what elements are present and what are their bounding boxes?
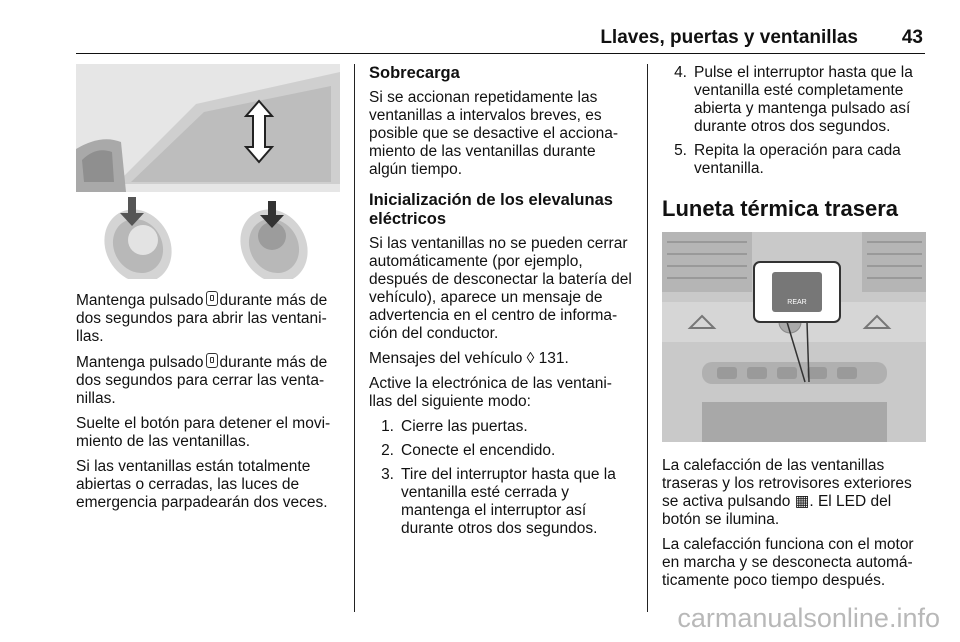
window-switch-illustration [76, 64, 340, 279]
list-item: 5. Repita la operación para cada ventanilla. [674, 142, 901, 177]
paragraph: Si las ventanillas están totalmente abiertas o cerradas, las luces de emergencia parpadearán dos veces. [76, 458, 328, 511]
window-open-icon [206, 291, 218, 306]
dashboard-illustration [662, 232, 926, 442]
list-item: 1. Cierre las puertas. [381, 418, 528, 435]
section-title: Luneta térmica trasera [662, 196, 898, 221]
paragraph: Si las ventanillas no se pueden cerrar automáticamente (por ejemplo, después de desconectar la batería del vehículo), aparece un mensaje de advertencia en el centro de informa-ción del conductor. [369, 235, 632, 342]
page-header [0, 0, 960, 54]
paragraph: Si se accionan repetidamente las ventanillas a intervalos breves, es posible que se desactive el acciona-miento de las ventanillas durante algún tiempo. [369, 89, 619, 178]
section-heading: Inicialización de los elevalunas eléctricos [369, 191, 613, 228]
list-item: 3. Tire del interruptor hasta que la ventanilla esté cerrada y mantenga el interruptor así durante otros dos segundos. [381, 466, 616, 537]
paragraph: Mantenga pulsado durante más de dos segundos para cerrar las venta-nillas. [76, 354, 328, 407]
header-rule [76, 53, 925, 54]
page-title: Llaves, puertas y ventanillas [600, 27, 858, 48]
column-divider [647, 64, 648, 612]
section-heading: Sobrecarga [369, 64, 460, 82]
column-divider [354, 64, 355, 612]
column-3 [662, 64, 926, 590]
column-2 [369, 64, 633, 538]
window-close-icon [206, 353, 218, 368]
paragraph: La calefacción de las ventanillas traseras y los retrovisores exteriores se activa pulsando ▦. El LED del botón se ilumina. [662, 457, 912, 528]
paragraph: Suelte el botón para detener el movi-miento de las ventanillas. [76, 415, 331, 450]
paragraph: Active la electrónica de las ventani-llas del siguiente modo: [369, 375, 612, 410]
list-item: 2. Conecte el encendido. [381, 442, 556, 459]
rear-defrost-figure [662, 232, 926, 442]
rear-button-label: REAR [787, 299, 807, 306]
paragraph: La calefacción funciona con el motor en marcha y se desconecta automá-ticamente poco tiempo después. [662, 536, 914, 589]
watermark: carmanualsonline.info [677, 603, 940, 633]
page-number: 43 [901, 27, 923, 48]
window-switch-figure [76, 64, 340, 279]
column-1 [76, 64, 340, 512]
list-item: 4. Pulse el interruptor hasta que la ventanilla esté completamente abierta y mantenga pulsado así durante otros dos segundos. [674, 64, 913, 135]
paragraph: Mantenga pulsado durante más de dos segundos para abrir las ventani-llas. [76, 292, 328, 345]
paragraph: Mensajes del vehículo ◊ 131. [369, 350, 569, 367]
